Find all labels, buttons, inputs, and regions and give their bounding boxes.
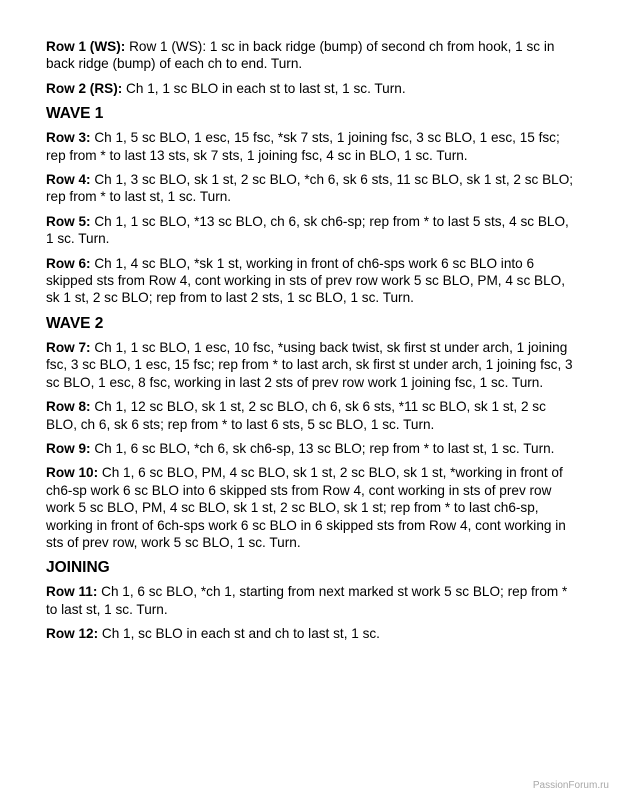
row-instructions: Ch 1, sc BLO in each st and ch to last st, 1 sc. — [98, 626, 380, 642]
row-label: Row 10: — [46, 465, 99, 481]
row-label: Row 3: — [46, 130, 91, 146]
row-8 — [46, 398, 574, 433]
row-2 — [46, 80, 574, 97]
row-label: Row 8: — [46, 399, 91, 415]
section-heading-wave-2: WAVE 2 — [46, 314, 104, 332]
row-instructions: Ch 1, 6 sc BLO, *ch 1, starting from next marked st work 5 sc BLO; rep from * to last st, 1 sc. Turn. — [46, 584, 568, 617]
row-12 — [46, 625, 574, 642]
row-instructions: Ch 1, 1 sc BLO in each st to last st, 1 sc. Turn. — [122, 80, 406, 96]
row-instructions: Ch 1, 4 sc BLO, *sk 1 st, working in front of ch6-sps work 6 sc BLO into 6 skipped sts from Row 4, cont working in sts of prev row work 5 sc BLO, PM, 4 sc BLO, sk 1 st, 2 sc BLO; rep from to last 2 sts, 1 sc BLO, 1 sc. Turn. — [46, 255, 566, 306]
row-instructions: Row 1 (WS): 1 sc in back ridge (bump) of second ch from hook, 1 sc in back ridge (bump) of each ch to end. Turn. — [46, 39, 555, 72]
pattern-document — [46, 38, 574, 650]
site-watermark: PassionForum.ru — [532, 780, 609, 791]
row-1 — [46, 38, 574, 73]
row-5 — [46, 213, 574, 248]
section-heading-joining: JOINING — [46, 559, 110, 577]
row-label: Row 2 (RS): — [46, 80, 123, 96]
section-heading-wave-1: WAVE 1 — [46, 105, 104, 123]
row-4 — [46, 171, 574, 206]
row-9 — [46, 440, 574, 457]
row-label: Row 5: — [46, 213, 91, 229]
row-label: Row 6: — [46, 255, 91, 271]
row-3 — [46, 129, 574, 164]
row-6 — [46, 255, 574, 307]
row-instructions: Ch 1, 5 sc BLO, 1 esc, 15 fsc, *sk 7 sts, 1 joining fsc, 3 sc BLO, 1 esc, 15 fsc; rep from * to last 13 sts, sk 7 sts, 1 joining fsc, 4 sc in BLO, 1 sc. Turn. — [46, 130, 560, 163]
row-instructions: Ch 1, 6 sc BLO, PM, 4 sc BLO, sk 1 st, 2 sc BLO, sk 1 st, *working in front of ch6-sp work 6 sc BLO into 6 skipped sts from Row 4, cont working in sts of prev row work 5 sc BLO, PM, 4 sc BLO, sk 1 st, 2 sc BLO, sk 1 st; rep from * to last ch6-sp, working in front of 6ch-sps work 6 sc BLO in 6 skipped sts from Row 4, cont working in sts of prev row, work 5 sc BLO, 1 sc. Turn. — [46, 465, 566, 550]
row-label: Row 4: — [46, 172, 91, 188]
row-10 — [46, 464, 574, 551]
row-instructions: Ch 1, 1 sc BLO, 1 esc, 10 fsc, *using back twist, sk first st under arch, 1 joining fsc, 3 sc BLO, 1 esc, 15 fsc; rep from * to last arch, sk first st under arch, 1 joining fsc, 3 sc BLO, 1 esc, 8 fsc, working in last 2 sts of prev row work 1 joining fsc, 1 sc. Turn. — [46, 339, 573, 390]
row-label: Row 9: — [46, 440, 91, 456]
row-7 — [46, 339, 574, 391]
row-instructions: Ch 1, 12 sc BLO, sk 1 st, 2 sc BLO, ch 6, sk 6 sts, *11 sc BLO, sk 1 st, 2 sc BLO, ch 6, sk 6 sts; rep from * to last 6 sts, 5 sc BLO, 1 sc. Turn. — [46, 399, 546, 432]
row-instructions: Ch 1, 6 sc BLO, *ch 6, sk ch6-sp, 13 sc BLO; rep from * to last st, 1 sc. Turn. — [90, 440, 555, 456]
row-label: Row 1 (WS): — [46, 39, 126, 54]
row-instructions: Ch 1, 3 sc BLO, sk 1 st, 2 sc BLO, *ch 6, sk 6 sts, 11 sc BLO, sk 1 st, 2 sc BLO; rep from * to last st, 1 sc. Turn. — [46, 172, 574, 205]
row-11 — [46, 583, 574, 618]
row-label: Row 12: — [46, 626, 99, 642]
row-instructions: Ch 1, 1 sc BLO, *13 sc BLO, ch 6, sk ch6-sp; rep from * to last 5 sts, 4 sc BLO, 1 sc. Turn. — [46, 213, 569, 247]
row-label: Row 7: — [46, 339, 91, 355]
row-label: Row 11: — [46, 584, 98, 600]
